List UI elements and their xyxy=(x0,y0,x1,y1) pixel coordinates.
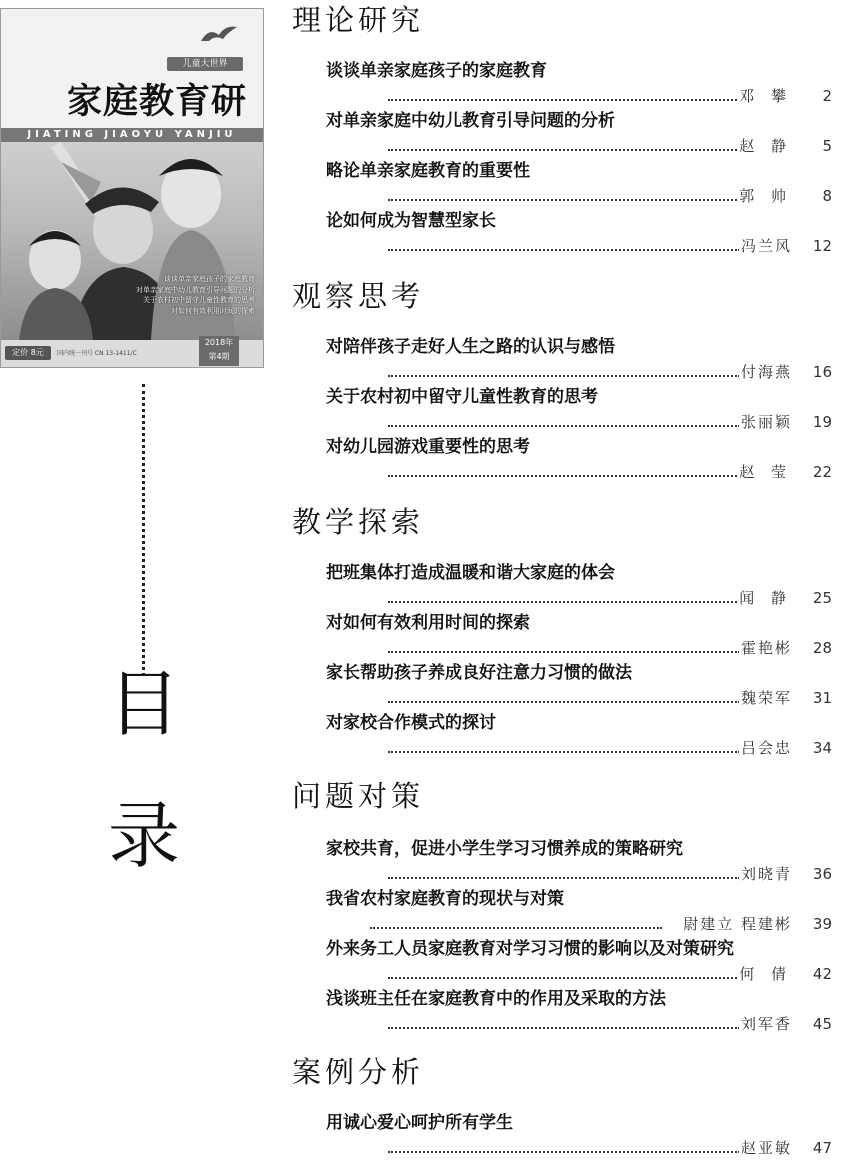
page-number: 2 xyxy=(822,87,832,105)
bird-logo-icon xyxy=(197,23,239,47)
page-number: 19 xyxy=(812,413,832,431)
page-number: 12 xyxy=(812,237,832,255)
entry-leader xyxy=(326,638,832,658)
cover-blurb-line: 对如何有效利用时间的探索 xyxy=(171,306,255,315)
cover-image xyxy=(0,8,264,368)
article-title[interactable]: 对陪伴孩子走好人生之路的认识与感悟 xyxy=(326,337,615,357)
leader-dots xyxy=(388,199,740,201)
leader-dots xyxy=(388,977,740,979)
page-number: 16 xyxy=(812,363,832,381)
toc-entry[interactable] xyxy=(326,938,832,984)
section-title: 教学探索 xyxy=(292,505,425,539)
page-number: 39 xyxy=(812,915,832,933)
entry-leader xyxy=(326,412,832,432)
cover-issue-number: 第4期 xyxy=(208,352,230,361)
article-author: 吕会忠 xyxy=(740,739,792,757)
article-author: 赵 莹 xyxy=(739,463,792,481)
leader-dots xyxy=(388,751,740,753)
cover-blurb-line: 谈谈单亲家庭孩子的家庭教育 xyxy=(164,275,255,283)
article-author: 邓 攀 xyxy=(739,87,792,105)
page-number: 31 xyxy=(812,689,832,707)
article-title[interactable]: 略论单亲家庭教育的重要性 xyxy=(326,161,530,181)
leader-dots xyxy=(388,651,740,653)
entry-leader xyxy=(326,688,832,708)
toc-entry[interactable] xyxy=(326,110,832,156)
toc-entry[interactable] xyxy=(326,612,832,658)
page-number: 42 xyxy=(812,965,832,983)
article-title[interactable]: 论如何成为智慧型家长 xyxy=(326,211,496,231)
page-number: 45 xyxy=(812,1015,832,1033)
cover-issn: 国内统一刊号 CN 13-1411/C xyxy=(57,350,137,357)
page-number: 25 xyxy=(812,589,832,607)
article-author: 刘晓青 xyxy=(740,865,792,883)
article-title[interactable]: 外来务工人员家庭教育对学习习惯的影响以及对策研究 xyxy=(326,939,734,959)
article-author: 闻 静 xyxy=(739,589,792,607)
entry-leader xyxy=(326,914,832,934)
article-author: 冯兰风 xyxy=(740,237,792,255)
cover-price: 定价 8元 xyxy=(5,346,51,360)
article-title[interactable]: 家校共育，促进小学生学习习惯养成的策略研究 xyxy=(326,839,683,859)
cover-year: 2018年 xyxy=(204,338,234,347)
entry-leader xyxy=(326,86,832,106)
article-title[interactable]: 浅谈班主任在家庭教育中的作用及采取的方法 xyxy=(326,989,666,1009)
cover-blurb xyxy=(115,274,255,316)
article-title[interactable]: 对如何有效利用时间的探索 xyxy=(326,613,530,633)
leader-dots xyxy=(370,927,662,929)
section-title: 理论研究 xyxy=(292,3,425,37)
leader-dots xyxy=(388,1027,740,1029)
entry-leader xyxy=(326,738,832,758)
article-title[interactable]: 关于农村初中留守儿童性教育的思考 xyxy=(326,387,598,407)
toc-entry[interactable] xyxy=(326,160,832,206)
section-title: 问题对策 xyxy=(292,779,425,813)
leader-dots xyxy=(388,601,740,603)
cover-blurb-line: 对单亲家庭中幼儿教育引导问题的分析 xyxy=(136,285,255,294)
article-title[interactable]: 家长帮助孩子养成良好注意力习惯的做法 xyxy=(326,663,632,683)
toc-entry[interactable] xyxy=(326,562,832,608)
toc-entry[interactable] xyxy=(326,436,832,482)
section-title: 观察思考 xyxy=(292,279,425,313)
entry-leader xyxy=(326,462,832,482)
leader-dots xyxy=(388,475,740,477)
article-author: 尉建立 程建彬 xyxy=(683,915,792,933)
cover-blurb-line: 关于农村初中留守儿童性教育的思考 xyxy=(143,296,255,304)
article-title[interactable]: 谈谈单亲家庭孩子的家庭教育 xyxy=(326,61,547,81)
article-title[interactable]: 对幼儿园游戏重要性的思考 xyxy=(326,437,530,457)
page-number: 36 xyxy=(812,865,832,883)
article-author: 刘军香 xyxy=(740,1015,792,1033)
article-author: 赵 静 xyxy=(739,137,792,155)
article-title[interactable]: 把班集体打造成温暖和谐大家庭的体会 xyxy=(326,563,615,583)
page-number: 28 xyxy=(812,639,832,657)
entry-leader xyxy=(326,864,832,884)
article-author: 何 倩 xyxy=(739,965,792,983)
cover-pinyin-title: JIATING JIAOYU YANJIU xyxy=(1,128,263,142)
page-number: 22 xyxy=(812,463,832,481)
toc-entry[interactable] xyxy=(326,888,832,934)
leader-dots xyxy=(388,425,740,427)
entry-leader xyxy=(326,362,832,382)
leader-dots xyxy=(388,701,740,703)
cover-issue-badge xyxy=(199,336,239,366)
contents-heading-char: 录 xyxy=(107,794,180,878)
toc-entry[interactable] xyxy=(326,988,832,1034)
toc-entry[interactable] xyxy=(326,1112,832,1158)
toc-entry[interactable] xyxy=(326,336,832,382)
contents-heading-char: 目 xyxy=(107,662,180,746)
entry-leader xyxy=(326,236,832,256)
toc-entry[interactable] xyxy=(326,210,832,256)
toc-entry[interactable] xyxy=(326,386,832,432)
leader-dots xyxy=(388,249,740,251)
toc-entry[interactable] xyxy=(326,838,832,884)
page-number: 47 xyxy=(812,1139,832,1157)
article-author: 郭 帅 xyxy=(739,187,792,205)
dotted-divider xyxy=(142,384,145,676)
toc-entry[interactable] xyxy=(326,60,832,106)
entry-leader xyxy=(326,186,832,206)
leader-dots xyxy=(388,149,740,151)
entry-leader xyxy=(326,136,832,156)
toc-entry[interactable] xyxy=(326,712,832,758)
article-author: 付海燕 xyxy=(740,363,792,381)
entry-leader xyxy=(326,1014,832,1034)
leader-dots xyxy=(388,99,740,101)
article-title[interactable]: 用诚心爱心呵护所有学生 xyxy=(326,1113,513,1133)
article-title[interactable]: 对家校合作模式的探讨 xyxy=(326,713,496,733)
entry-leader xyxy=(326,964,832,984)
cover-footer xyxy=(1,340,263,367)
leader-dots xyxy=(388,1151,740,1153)
article-author: 霍艳彬 xyxy=(740,639,792,657)
article-author: 魏荣军 xyxy=(740,689,792,707)
cover-series-label: 儿童大世界 xyxy=(167,57,243,71)
leader-dots xyxy=(388,877,740,879)
section-title: 案例分析 xyxy=(292,1055,425,1089)
leader-dots xyxy=(388,375,740,377)
page-number: 34 xyxy=(812,739,832,757)
article-author: 张丽颖 xyxy=(740,413,792,431)
entry-leader xyxy=(326,1138,832,1158)
page-number: 5 xyxy=(822,137,832,155)
cover-photo xyxy=(1,142,263,340)
article-author: 赵亚敏 xyxy=(740,1139,792,1157)
article-title[interactable]: 我省农村家庭教育的现状与对策 xyxy=(326,889,564,909)
page-number: 8 xyxy=(822,187,832,205)
toc-entry[interactable] xyxy=(326,662,832,708)
entry-leader xyxy=(326,588,832,608)
article-title[interactable]: 对单亲家庭中幼儿教育引导问题的分析 xyxy=(326,111,615,131)
cover-magazine-title: 家庭教育研 xyxy=(66,81,247,122)
